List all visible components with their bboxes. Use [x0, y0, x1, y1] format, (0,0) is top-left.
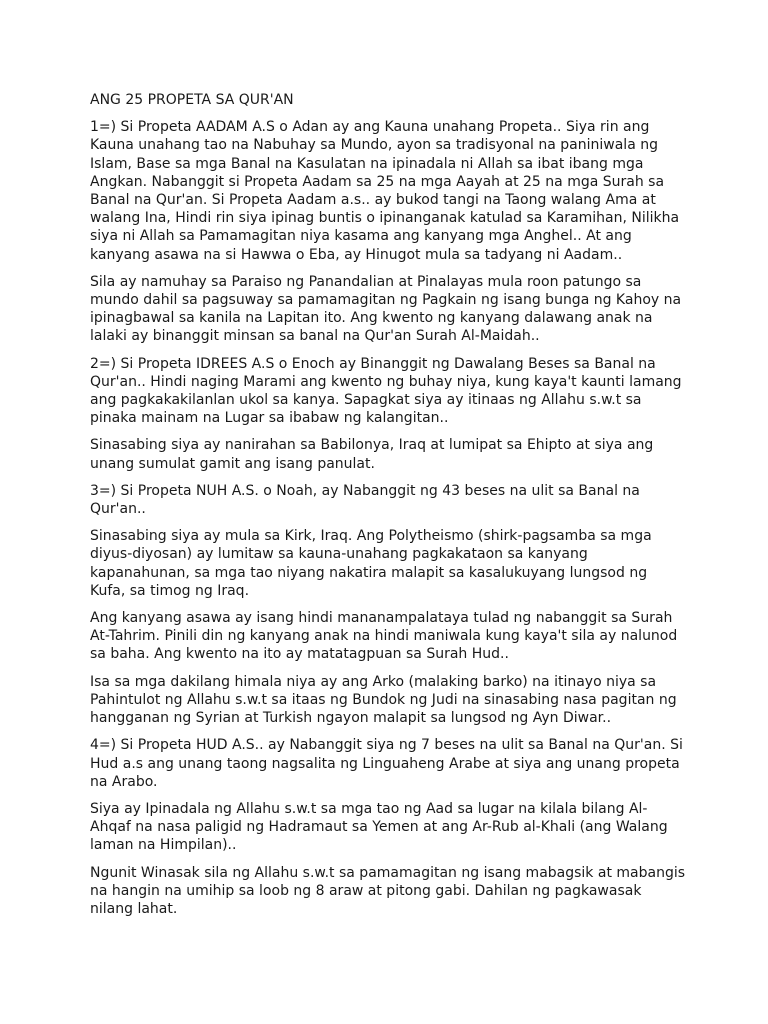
- paragraph: Sinasabing siya ay mula sa Kirk, Iraq. Ang Polytheismo (shirk-pagsamba sa mga diyus-diyosan) ay lumitaw sa kauna-unahang pagkakataon sa kanyang kapanahunan, sa mga tao niyang nakatira malapit sa kasalukuyang lungsod ng Kufa, sa timog ng Iraq.: [90, 528, 652, 599]
- paragraph: 2=) Si Propeta IDREES A.S o Enoch ay Binanggit ng Dawalang Beses sa Banal na Qur'an.. Hindi naging Marami ang kwento ng buhay niya, kung kaya't kaunti lamang ang pagkakakilanlan ukol sa kanya. Sapagkat siya ay itinaas ng Allahu s.w.t sa pinaka mainam na Lugar sa ibabaw ng kalangitan..: [90, 355, 682, 427]
- paragraph: Siya ay Ipinadala ng Allahu s.w.t sa mga tao ng Aad sa lugar na kilala bilang Al-Ahqaf na nasa paligid ng Hadramaut sa Yemen at ang Ar-Rub al-Khali (ang Walang laman na Himpilan)..: [90, 800, 668, 854]
- paragraph: Isa sa mga dakilang himala niya ay ang Arko (malaking barko) na itinayo niya sa Pahintulot ng Allahu s.w.t sa itaas ng Bundok ng Judi na sinasabing nasa pagitan ng hangganan ng Syrian at Turkish ngayon malapit sa lungsod ng Ayn Diwar..: [90, 673, 677, 727]
- paragraph: 4=) Si Propeta HUD A.S.. ay Nabanggit siya ng 7 beses na ulit sa Banal na Qur'an. Si Hud a.s ang unang taong nagsalita ng Linguaheng Arabe at siya ang unang propeta na Arabo.: [90, 737, 683, 790]
- document-body: [90, 91, 686, 927]
- paragraph: Sinasabing siya ay nanirahan sa Babilonya, Iraq at lumipat sa Ehipto at siya ang unang sumulat gamit ang isang panulat.: [90, 437, 654, 472]
- paragraph: Ang kanyang asawa ay isang hindi mananampalataya tulad ng nabanggit sa Surah At-Tahrim. Pinili din ng kanyang anak na hindi maniwala kung kaya't sila ay nalunod sa baha. Ang kwento na ito ay matatagpuan sa Surah Hud..: [90, 610, 678, 663]
- document-title: ANG 25 PROPETA SA QUR'AN: [90, 92, 294, 108]
- paragraph: Ngunit Winasak sila ng Allahu s.w.t sa pamamagitan ng isang mabagsik at mabangis na hangin na umihip sa loob ng 8 araw at pitong gabi. Dahilan ng pagkawasak nilang lahat.: [90, 864, 686, 917]
- paragraph: Sila ay namuhay sa Paraiso ng Panandalian at Pinalayas mula roon patungo sa mundo dahil sa pagsuway sa pamamagitan ng Pagkain ng isang bunga ng Kahoy na ipinagbawal sa kanila na Lapitan ito. Ang kwento ng kanyang dalawang anak na lalaki ay binanggit minsan sa banal na Qur'an Surah Al-Maidah..: [90, 273, 682, 345]
- paragraph: 3=) Si Propeta NUH A.S. o Noah, ay Nabanggit ng 43 beses na ulit sa Banal na Qur'an..: [90, 482, 640, 518]
- paragraph: 1=) Si Propeta AADAM A.S o Adan ay ang Kauna unahang Propeta.. Siya rin ang Kauna unahang tao na Nabuhay sa Mundo, ayon sa tradisyonal na paniniwala ng Islam, Base sa mga Banal na Kasulatan na ipinadala ni Allah sa ibat ibang mga Angkan. Nabanggit si Propeta Aadam sa 25 na mga Aayah at 25 na mga Surah sa Banal na Qur'an. Si Propeta Aadam a.s.. ay bukod tangi na Taong walang Ama at walang Ina, Hindi rin siya ipinag buntis o ipinanganak katulad sa Karamihan, Nilikha siya ni Allah sa Pamamagitan niya kasama ang kanyang mga Anghel.. At ang kanyang asawa na si Hawwa o Eba, ay Hinugot mula sa tadyang ni Aadam..: [90, 119, 680, 263]
